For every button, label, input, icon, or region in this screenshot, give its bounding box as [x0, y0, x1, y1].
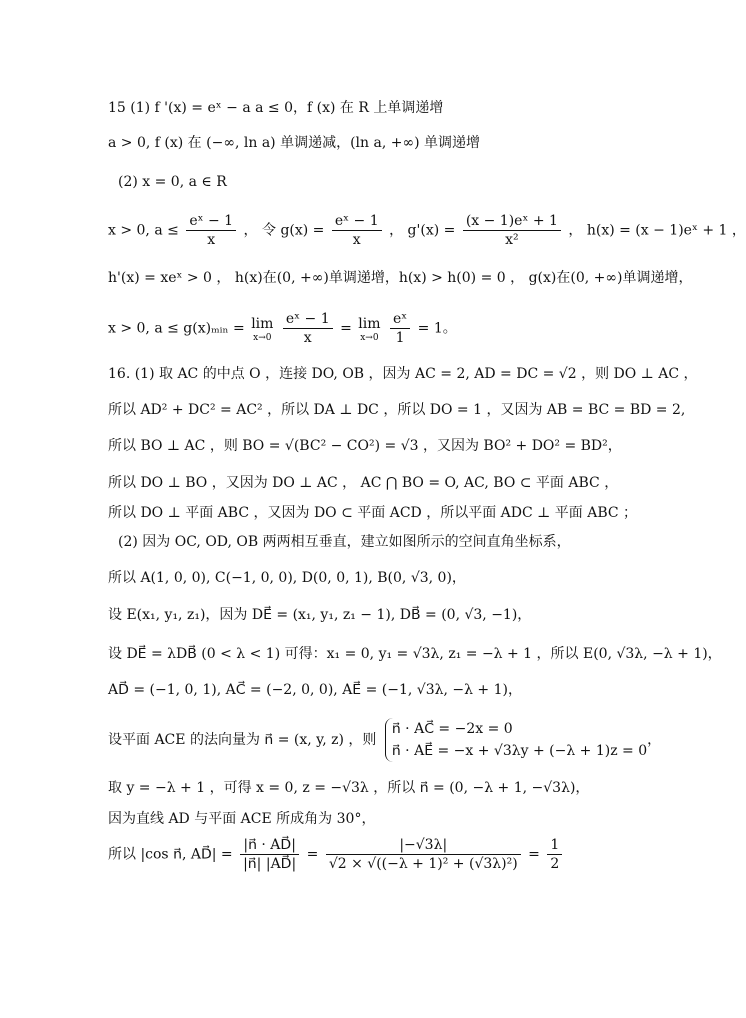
line-16-normal: 设平面 ACE 的法向量为 n⃗ = (x, y, z) ，则 n⃗ · AC⃗ = −2x = 0 n⃗ · AE⃗ = −x + √3λy + (−λ + 1)z = 0 ，: [108, 718, 620, 762]
fraction: $\frac{\text{eˣ}}{1}$: [390, 310, 410, 347]
line-16-cos: 所以 |cos n⃗, AD⃗| = $\frac{|n⃗ \cdot AD⃗|}{|n⃗| |AD⃗|}$ = $\frac{|-√3\lambda|}{\text{√2 × √((−λ + 1)² + (√3λ)²)}}$ = $\frac{1}{2}$: [108, 836, 620, 873]
fraction: $\frac{\text{(x − 1)eˣ + 1}}{\text{x²}}$: [463, 212, 561, 249]
line-16-5: 所以 DO ⊥ 平面 ABC ，又因为 DO ⊂ 平面 ACD ，所以平面 ADC ⊥ 平面 ABC ；: [108, 505, 638, 521]
line-16-4: 所以 DO ⊥ BO ，又因为 DO ⊥ AC ， AC ⋂ BO = O, AC, BO ⊂ 平面 ABC ，: [108, 475, 619, 491]
line-15-2-limit: x > 0, a ≤ g(x)ₘᵢₙ = lim x→0 $\frac{\text{eˣ − 1}}{x}$ = lim x→0 $\frac{\text{eˣ}}{1}$ = 1。: [108, 311, 457, 346]
line-16-setE: 设 E(x₁, y₁, z₁)，因为 DE⃗ = (x₁, y₁, z₁ − 1), DB⃗ = (0, √3, −1)，: [108, 607, 532, 623]
line-16-3: 所以 BO ⊥ AC ，则 BO = √(BC² − CO²) = √3 ，又因为 BO² + DO² = BD²，: [108, 438, 622, 454]
line-15-2-deriv: h'(x) = xeˣ > 0 ， h(x)在(0, +∞)单调递增，h(x) > h(0) = 0 ， g(x)在(0, +∞)单调递增，: [108, 270, 693, 286]
line-15-2-ineq: x > 0, a ≤ $\frac{\text{eˣ − 1}}{x}$ ， 令 g(x) = $\frac{\text{eˣ − 1}}{x}$ ， g'(x) = $\frac{\text{(x − 1)eˣ + 1}}{\text{x²}}$ ， h(x) = (x − 1)eˣ + 1 ，: [108, 213, 746, 248]
line-16-take-y: 取 y = −λ + 1 ，可得 x = 0, z = −√3λ ，所以 n⃗ = (0, −λ + 1, −√3λ)，: [108, 780, 590, 796]
fraction: $\frac{\text{eˣ − 1}}{x}$: [332, 212, 382, 249]
fraction: $\frac{|n⃗ \cdot AD⃗|}{|n⃗| |AD⃗|}$: [240, 836, 299, 873]
line-16-angle: 因为直线 AD 与平面 ACE 所成角为 30°，: [108, 811, 376, 827]
line-16-part2: (2) 因为 OC, OD, OB 两两相互垂直，建立如图所示的空间直角坐标系，: [118, 534, 571, 550]
limit-operator: lim x→0: [358, 316, 381, 343]
line-16-lambda: 设 DE⃗ = λDB⃗ (0 < λ < 1) 可得：x₁ = 0, y₁ = √3λ, z₁ = −λ + 1 ，所以 E(0, √3λ, −λ + 1)，: [108, 646, 722, 662]
fraction: $\frac{\text{eˣ − 1}}{x}$: [283, 310, 333, 347]
fraction: $\frac{\text{eˣ − 1}}{x}$: [186, 212, 236, 249]
line-15-1: 15 (1) f '(x) = eˣ − a a ≤ 0，f (x) 在 R 上单调递增: [108, 100, 444, 116]
line-15-1b: a > 0, f (x) 在 (−∞, ln a) 单调递减，(ln a, +∞) 单调递增: [108, 135, 481, 151]
limit-operator: lim x→0: [251, 316, 274, 343]
line-16-2: 所以 AD² + DC² = AC² ，所以 DA ⊥ DC ，所以 DO = 1 ，又因为 AB = BC = BD = 2,: [108, 402, 686, 418]
fraction: $\frac{|-√3\lambda|}{\text{√2 × √((−λ + 1)² + (√3λ)²)}}$: [326, 836, 521, 873]
line-16-1: 16. (1) 取 AC 的中点 O ，连接 DO, OB ，因为 AC = 2, AD = DC = √2 ，则 DO ⊥ AC ，: [108, 366, 698, 382]
line-15-2: (2) x = 0, a ∈ R: [118, 174, 227, 190]
line-16-vectors: AD⃗ = (−1, 0, 1), AC⃗ = (−2, 0, 0), AE⃗ = (−1, √3λ, −λ + 1)，: [108, 682, 522, 698]
fraction: $\frac{1}{2}$: [547, 836, 562, 873]
equation-system: n⃗ · AC⃗ = −2x = 0 n⃗ · AE⃗ = −x + √3λy + (−λ + 1)z = 0: [385, 718, 647, 762]
line-16-coords: 所以 A(1, 0, 0), C(−1, 0, 0), D(0, 0, 1), B(0, √3, 0)，: [108, 570, 466, 586]
